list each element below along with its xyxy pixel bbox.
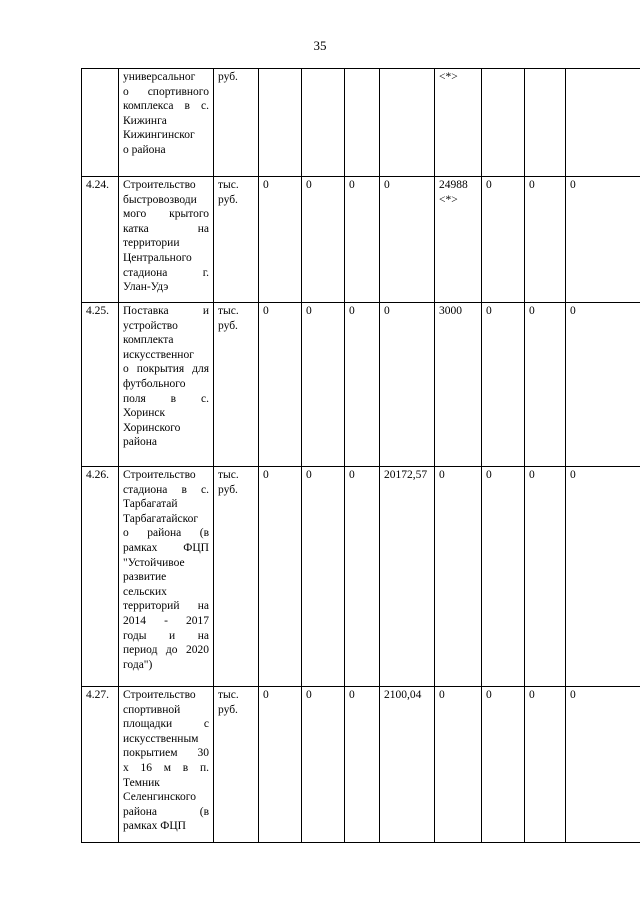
item-name-line: мого крытого xyxy=(123,208,209,221)
value-cell-v6: 0 xyxy=(482,303,525,467)
table-row xyxy=(82,303,640,467)
item-name-line: комплекта xyxy=(123,334,174,347)
budget-table xyxy=(81,68,640,843)
table-row xyxy=(82,467,640,687)
value-cell-v1: 0 xyxy=(259,177,302,303)
item-name-cell xyxy=(119,467,214,687)
item-name-line: о покрытия для xyxy=(123,363,209,376)
value-cell-v1: 0 xyxy=(259,467,302,687)
item-name-line: 2014 - 2017 xyxy=(123,614,209,627)
row-number-cell: 4.25. xyxy=(82,303,119,467)
row-number-cell: 4.24. xyxy=(82,177,119,303)
unit-cell: тыс. руб. xyxy=(214,177,259,303)
row-number-cell xyxy=(82,69,119,177)
item-name-line: развитие xyxy=(123,571,167,584)
item-name-line: "Устойчивое xyxy=(123,556,185,569)
item-name-line: комплекса в с. xyxy=(123,100,209,113)
item-name-cell xyxy=(119,687,214,843)
value-cell-v5: 0 xyxy=(435,467,482,687)
value-cell-v8 xyxy=(566,69,640,177)
value-cell-v2 xyxy=(302,69,345,177)
value-cell-v2: 0 xyxy=(302,303,345,467)
item-name-line: Селенгинского xyxy=(123,791,196,804)
value-cell-v2: 0 xyxy=(302,467,345,687)
value-cell-v1: 0 xyxy=(259,687,302,843)
table-row xyxy=(82,177,640,303)
item-name-line: искусственног xyxy=(123,348,194,361)
value-cell-v5: 0 xyxy=(435,687,482,843)
item-name-line: Кижингинског xyxy=(123,129,195,142)
value-cell-v3 xyxy=(345,69,380,177)
item-name-line: Хоринского xyxy=(123,421,181,434)
item-name-line: года") xyxy=(123,658,153,671)
value-cell-v8: 0 xyxy=(566,467,640,687)
item-name-line: поля в с. xyxy=(123,392,209,405)
item-name-line: годы и на xyxy=(123,629,209,642)
value-cell-v4: 20172,57 xyxy=(380,467,435,687)
unit-cell: тыс. руб. xyxy=(214,467,259,687)
item-name-line: района (в xyxy=(123,805,209,818)
item-name-line: Строительство xyxy=(123,179,196,191)
item-name-line: Поставка и xyxy=(123,305,209,317)
table-row xyxy=(82,69,640,177)
value-cell-v4: 0 xyxy=(380,303,435,467)
value-cell-v8: 0 xyxy=(566,687,640,843)
item-name-line: период до 2020 xyxy=(123,644,209,657)
row-number-cell: 4.27. xyxy=(82,687,119,843)
page-number: 35 xyxy=(313,38,327,53)
item-name-line: Хоринск xyxy=(123,407,166,420)
value-cell-v3: 0 xyxy=(345,687,380,843)
item-name-line: Кижинга xyxy=(123,114,167,127)
value-cell-v1: 0 xyxy=(259,303,302,467)
value-cell-v5: 3000 xyxy=(435,303,482,467)
item-name-line: быстровозводи xyxy=(123,193,197,206)
item-name-line: площадки с xyxy=(123,718,209,731)
item-name-line: Строительство xyxy=(123,689,196,701)
item-name-line: о района (в xyxy=(123,527,209,540)
item-name-line: Тарбагатай xyxy=(123,498,178,511)
value-cell-v3: 0 xyxy=(345,303,380,467)
value-cell-v2: 0 xyxy=(302,687,345,843)
item-name-line: спортивной xyxy=(123,703,181,716)
item-name-line: х 16 м в п. xyxy=(123,761,209,774)
item-name-line: рамках ФЦП xyxy=(123,820,186,833)
item-name-cell xyxy=(119,177,214,303)
unit-cell: тыс. руб. xyxy=(214,687,259,843)
item-name-line: футбольного xyxy=(123,377,186,390)
item-name-line: Темник xyxy=(123,776,160,789)
item-name-line: искусственным xyxy=(123,732,199,745)
item-name-line: Тарбагатайског xyxy=(123,512,199,525)
item-name-line: территорий на xyxy=(123,600,209,613)
item-name-line: универсальног xyxy=(123,71,196,83)
value-cell-v4 xyxy=(380,69,435,177)
value-cell-v6: 0 xyxy=(482,467,525,687)
value-cell-v8: 0 xyxy=(566,303,640,467)
value-cell-v3: 0 xyxy=(345,467,380,687)
value-cell-v7: 0 xyxy=(525,467,566,687)
item-name-line: Центрального xyxy=(123,251,192,264)
value-cell-v5: 24988 <*> xyxy=(435,177,482,303)
item-name-line: стадиона г. xyxy=(123,266,209,279)
value-cell-v2: 0 xyxy=(302,177,345,303)
item-name-cell xyxy=(119,69,214,177)
value-cell-v4: 0 xyxy=(380,177,435,303)
value-cell-v7: 0 xyxy=(525,687,566,843)
value-cell-v6: 0 xyxy=(482,177,525,303)
item-name-line: сельских xyxy=(123,585,167,598)
value-cell-v1 xyxy=(259,69,302,177)
item-name-line: катка на xyxy=(123,222,209,235)
value-cell-v4: 2100,04 xyxy=(380,687,435,843)
item-name-line: покрытием 30 xyxy=(123,747,209,760)
value-cell-v6 xyxy=(482,69,525,177)
item-name-line: территории xyxy=(123,237,180,250)
item-name-line: о района xyxy=(123,143,166,156)
value-cell-v7 xyxy=(525,69,566,177)
value-cell-v3: 0 xyxy=(345,177,380,303)
value-cell-v7: 0 xyxy=(525,303,566,467)
unit-cell: тыс. руб. xyxy=(214,303,259,467)
unit-cell: руб. xyxy=(214,69,259,177)
value-cell-v7: 0 xyxy=(525,177,566,303)
item-name-line: Улан-Удэ xyxy=(123,281,169,294)
value-cell-v8: 0 xyxy=(566,177,640,303)
table-row xyxy=(82,687,640,843)
item-name-line: о спортивного xyxy=(123,85,209,98)
item-name-line: устройство xyxy=(123,319,178,332)
item-name-line: района xyxy=(123,436,158,449)
item-name-line: стадиона в с. xyxy=(123,483,209,496)
row-number-cell: 4.26. xyxy=(82,467,119,687)
item-name-line: рамках ФЦП xyxy=(123,541,209,554)
value-cell-v5: <*> xyxy=(435,69,482,177)
item-name-cell xyxy=(119,303,214,467)
item-name-line: Строительство xyxy=(123,469,196,481)
value-cell-v6: 0 xyxy=(482,687,525,843)
